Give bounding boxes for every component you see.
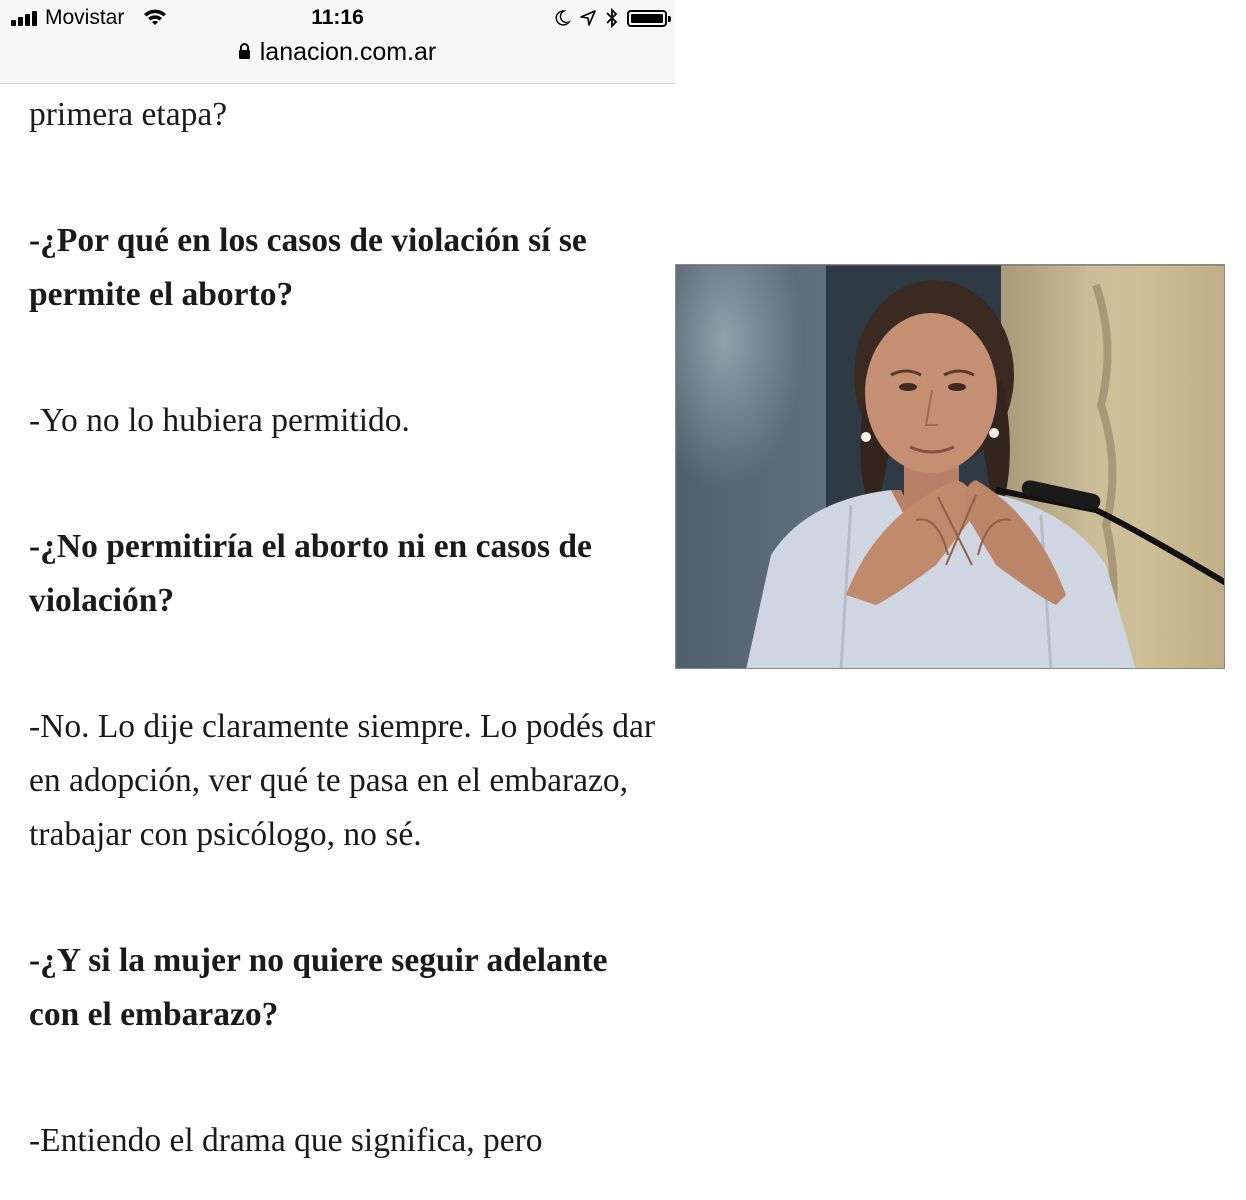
question-paragraph: -¿Por qué en los casos de violación sí se permite el aborto?	[29, 222, 587, 313]
url-text: lanacion.com.ar	[259, 38, 437, 66]
answer-paragraph: -Entiendo el drama que significa, pero	[29, 1122, 543, 1159]
woman-at-podium-photo	[675, 264, 1225, 669]
article-body	[29, 88, 659, 1168]
moon-icon	[553, 9, 571, 27]
battery-icon	[627, 10, 667, 27]
answer-paragraph: -Yo no lo hubiera permitido.	[29, 402, 410, 439]
status-icons	[545, 6, 667, 30]
answer-paragraph: primera etapa?	[29, 96, 228, 133]
status-bar	[0, 0, 675, 84]
carrier-name: Movistar	[45, 6, 125, 29]
answer-paragraph: -No. Lo dije claramente siempre. Lo podés dar en adopción, ver qué te pasa en el embarazo, trabajar con psicólogo, no sé.	[29, 708, 656, 853]
photo-illustration	[676, 265, 1225, 669]
address-bar[interactable]	[0, 38, 675, 67]
clock: 11:16	[311, 6, 364, 29]
question-paragraph: -¿Y si la mujer no quiere seguir adelante con el embarazo?	[29, 942, 608, 1033]
question-paragraph: -¿No permitiría el aborto ni en casos de violación?	[29, 528, 592, 619]
bluetooth-icon	[605, 7, 619, 29]
lock-icon	[239, 50, 250, 59]
location-icon	[579, 9, 597, 27]
